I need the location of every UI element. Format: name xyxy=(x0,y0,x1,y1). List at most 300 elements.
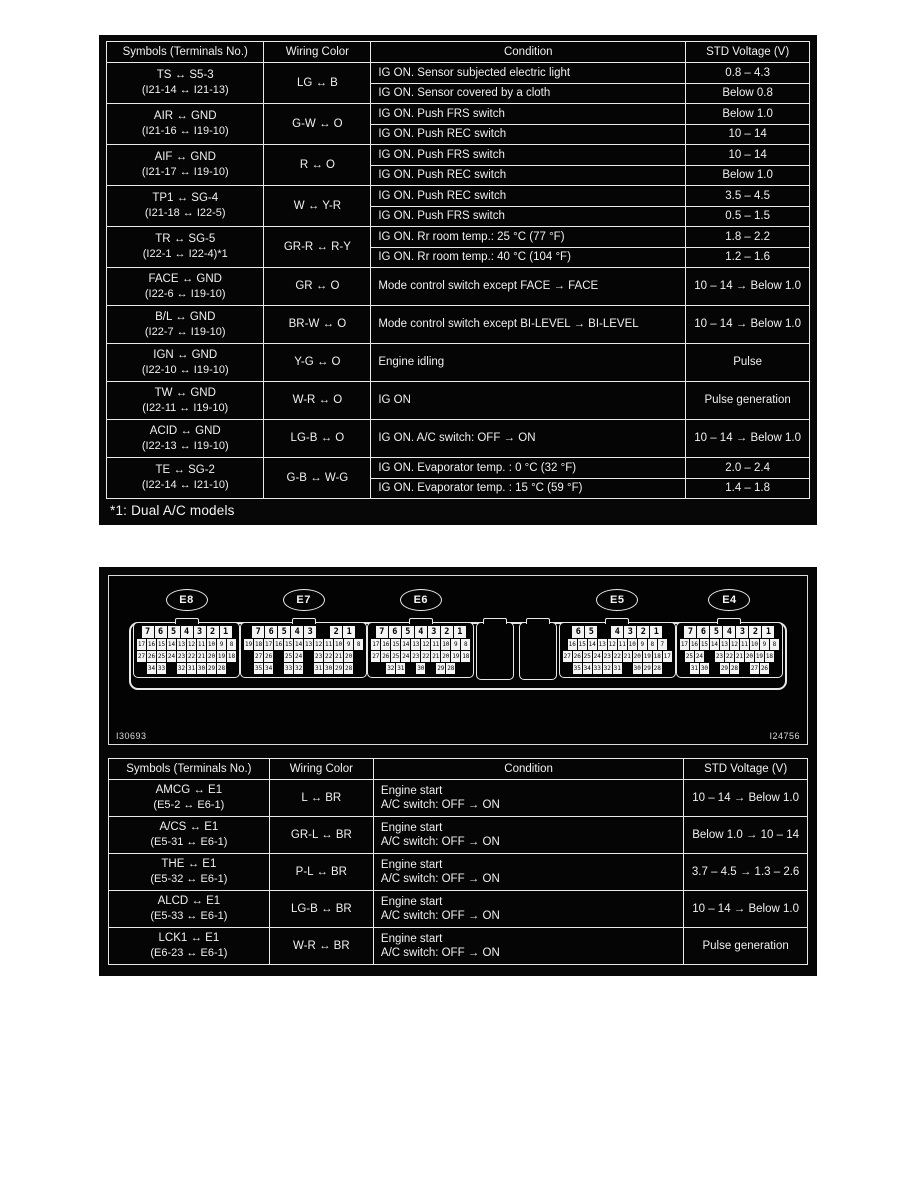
voltage-cell: 3.7 – 4.5 → 1.3 – 2.6 xyxy=(684,854,808,891)
symbol-cell xyxy=(109,854,270,891)
pin: 21 xyxy=(623,653,631,660)
symbol-cell xyxy=(109,817,270,854)
pin: 12 xyxy=(608,641,616,648)
pin: 33 xyxy=(593,665,601,672)
pin: 2 xyxy=(637,626,649,638)
table-row xyxy=(107,344,810,382)
symbol-cell xyxy=(107,458,264,499)
pin: 12 xyxy=(315,641,323,648)
pin: 24 xyxy=(593,653,601,660)
voltage-cell: Below 1.0 → 10 – 14 xyxy=(684,817,808,854)
pin: 7 xyxy=(684,626,696,638)
symbol-text: FACE ↔ GND xyxy=(148,272,222,285)
pin: 17 xyxy=(680,641,689,648)
wiring-color-cell: L ↔ BR xyxy=(269,780,373,817)
pin: 17 xyxy=(137,641,146,648)
pin: 9 xyxy=(217,639,226,650)
condition-line-2: A/C switch: OFF → ON xyxy=(380,836,500,848)
pin: 34 xyxy=(147,665,156,672)
condition-cell: Engine idling xyxy=(371,344,686,382)
pin: 32 xyxy=(387,665,395,672)
pin: 25 xyxy=(392,653,400,660)
table2-header-row xyxy=(109,759,808,780)
pin: 31 xyxy=(613,665,621,672)
pin: 15 xyxy=(578,641,586,648)
symbol-text: ACID ↔ GND xyxy=(149,424,221,437)
pin: 22 xyxy=(187,653,196,660)
dual-ac-footnote: *1: Dual A/C models xyxy=(110,503,235,518)
voltage-cell: 1.4 – 1.8 xyxy=(686,478,810,499)
pin: 33 xyxy=(285,665,293,672)
wiring-color-cell: BR-W ↔ O xyxy=(264,306,371,344)
symbol-text: AMCG ↔ E1 xyxy=(155,784,223,796)
symbol-cell xyxy=(107,186,264,227)
pin: 27 xyxy=(137,653,146,660)
voltage-cell: Below 1.0 xyxy=(686,104,810,125)
pin: 21 xyxy=(335,653,343,660)
pin: 15 xyxy=(392,641,400,648)
pin: 21 xyxy=(197,653,206,660)
pin-row xyxy=(572,626,662,638)
wiring-color-cell: GR-L ↔ BR xyxy=(269,817,373,854)
pin: 21 xyxy=(735,653,744,660)
connector-E6-wrap xyxy=(367,589,474,678)
condition-cell xyxy=(373,780,683,817)
pin: 5 xyxy=(278,626,290,638)
table-row xyxy=(109,891,808,928)
pin: 26 xyxy=(573,653,581,660)
pin: 1 xyxy=(454,626,466,638)
pin: 35 xyxy=(255,665,263,672)
pin: 18 xyxy=(255,641,263,648)
condition-line-1: Engine start xyxy=(380,932,443,945)
pin: 3 xyxy=(194,626,206,638)
symbol-cell xyxy=(107,227,264,268)
condition-cell: IG ON. Push REC switch xyxy=(371,186,686,207)
pin: 20 xyxy=(633,653,641,660)
pin: 14 xyxy=(402,641,410,648)
wiring-color-cell: W ↔ Y-R xyxy=(264,186,371,227)
pin: 29 xyxy=(207,665,216,672)
pin: 22 xyxy=(422,653,430,660)
pin: 4 xyxy=(291,626,303,638)
wiring-color-cell: GR ↔ O xyxy=(264,268,371,306)
column-header: Condition xyxy=(373,759,683,780)
table-row xyxy=(107,420,810,458)
pin: 9 xyxy=(344,639,353,650)
symbol-text: B/L ↔ GND xyxy=(155,310,216,323)
terminals-text: (I21-14 ↔ I21-13) xyxy=(141,84,229,96)
pin-gap xyxy=(274,663,283,674)
wiring-color-cell: GR-R ↔ R-Y xyxy=(264,227,371,268)
figure-code-left: I30693 xyxy=(116,731,147,741)
wiring-color-cell: W-R ↔ BR xyxy=(269,928,373,965)
blank-connector-wrap xyxy=(517,589,559,680)
connector-E5-wrap xyxy=(559,589,676,678)
pin: 2 xyxy=(441,626,453,638)
pin: 1 xyxy=(762,626,774,638)
condition-cell: IG ON. Rr room temp.: 25 °C (77 °F) xyxy=(371,227,686,248)
pin: 26 xyxy=(760,665,769,672)
pin-gap xyxy=(623,663,632,674)
pin: 6 xyxy=(572,626,584,638)
condition-cell: IG ON xyxy=(371,382,686,420)
pin: 13 xyxy=(720,641,729,648)
std-voltage-table-1 xyxy=(106,41,810,499)
pin-row xyxy=(254,651,353,662)
pin: 13 xyxy=(305,641,313,648)
pin: 11 xyxy=(197,641,206,648)
condition-cell: IG ON. Rr room temp.: 40 °C (104 °F) xyxy=(371,247,686,268)
pin: 18 xyxy=(462,653,470,660)
pin: 1 xyxy=(343,626,355,638)
condition-line-2: A/C switch: OFF → ON xyxy=(380,947,500,959)
pin-row xyxy=(147,663,226,674)
pin: 29 xyxy=(437,665,445,672)
pin-row xyxy=(680,639,779,650)
ecu-connector-diagram xyxy=(108,575,808,745)
condition-cell: IG ON. Sensor subjected electric light xyxy=(371,63,686,84)
connector-label-E6: E6 xyxy=(400,589,442,611)
terminals-text: (I22-11 ↔ I19-10) xyxy=(142,401,229,414)
pin: 5 xyxy=(585,626,597,638)
table-row xyxy=(109,780,808,817)
pin: 24 xyxy=(402,653,410,660)
wiring-color-cell: LG ↔ B xyxy=(264,63,371,104)
wiring-color-cell: R ↔ O xyxy=(264,145,371,186)
condition-cell: Mode control switch except FACE → FACE xyxy=(371,268,686,306)
pin: 28 xyxy=(653,665,661,672)
pin: 5 xyxy=(402,626,414,638)
pin-row xyxy=(568,639,667,650)
voltage-cell: Below 0.8 xyxy=(686,83,810,104)
pin: 16 xyxy=(275,641,283,648)
terminals-text: (I22-7 ↔ I19-10) xyxy=(144,325,226,338)
pin: 18 xyxy=(227,653,236,660)
pin: 10 xyxy=(207,641,216,648)
pin: 23 xyxy=(177,653,186,660)
symbol-cell xyxy=(107,104,264,145)
connector-E7-wrap xyxy=(240,589,367,678)
pin-gap xyxy=(167,663,176,674)
blank-connector-wrap xyxy=(474,589,516,680)
pin: 3 xyxy=(624,626,636,638)
table-row xyxy=(107,145,810,166)
voltage-cell: Pulse generation xyxy=(684,928,808,965)
pin: 22 xyxy=(725,653,734,660)
condition-cell xyxy=(373,928,683,965)
pin: 4 xyxy=(415,626,427,638)
pin: 28 xyxy=(345,665,353,672)
pin: 27 xyxy=(563,653,571,660)
pin: 11 xyxy=(740,641,749,648)
figure-code-right: I24756 xyxy=(769,731,800,741)
symbol-cell xyxy=(109,891,270,928)
voltage-cell: 10 – 14 xyxy=(686,145,810,166)
terminals-text: (I22-10 ↔ I19-10) xyxy=(141,363,229,376)
table-row xyxy=(107,306,810,344)
connector-label-E7: E7 xyxy=(283,589,325,611)
voltage-cell: 10 – 14 → Below 1.0 xyxy=(684,780,808,817)
pin: 8 xyxy=(461,639,470,650)
pin-row xyxy=(573,663,662,674)
symbol-text: THE ↔ E1 xyxy=(161,858,217,870)
pin: 28 xyxy=(730,665,739,672)
terminals-text: (E5-33 ↔ E6-1) xyxy=(150,910,228,922)
wiring-color-cell: Y-G ↔ O xyxy=(264,344,371,382)
pin: 7 xyxy=(142,626,154,638)
condition-cell: IG ON. Push REC switch xyxy=(371,124,686,145)
voltage-cell: 10 – 14 → Below 1.0 xyxy=(684,891,808,928)
symbol-text: AIR ↔ GND xyxy=(153,110,217,122)
pin: 10 xyxy=(628,641,636,648)
pin: 7 xyxy=(376,626,388,638)
connector-E8-wrap xyxy=(133,589,240,678)
pin-gap xyxy=(740,663,749,674)
condition-cell xyxy=(373,854,683,891)
voltage-table-panel-upper xyxy=(100,36,816,524)
pin-gap xyxy=(705,651,714,662)
symbol-cell xyxy=(109,780,270,817)
wiring-color-cell: W-R ↔ O xyxy=(264,382,371,420)
symbol-cell xyxy=(107,420,264,458)
std-voltage-table-2 xyxy=(108,758,808,965)
pin-row xyxy=(371,651,470,662)
pin: 32 xyxy=(177,665,186,672)
table-row xyxy=(107,458,810,479)
condition-cell: IG ON. Push REC switch xyxy=(371,165,686,186)
pin: 18 xyxy=(765,653,774,660)
symbol-cell xyxy=(107,63,264,104)
pin-row xyxy=(137,639,236,650)
pin: 24 xyxy=(167,653,176,660)
pin-gap xyxy=(598,626,610,638)
connector-E7 xyxy=(240,622,367,678)
condition-cell: IG ON. Sensor covered by a cloth xyxy=(371,83,686,104)
voltage-cell: 10 – 14 → Below 1.0 xyxy=(686,306,810,344)
wiring-color-cell: P-L ↔ BR xyxy=(269,854,373,891)
pin: 6 xyxy=(697,626,709,638)
table1-header-row xyxy=(107,42,810,63)
symbol-text: IGN ↔ GND xyxy=(153,348,218,361)
pin: 19 xyxy=(452,653,460,660)
table-row xyxy=(109,854,808,891)
pin: 26 xyxy=(265,653,273,660)
pin: 14 xyxy=(588,641,596,648)
pin: 11 xyxy=(325,641,333,648)
pin: 1 xyxy=(650,626,662,638)
voltage-cell: 1.8 – 2.2 xyxy=(686,227,810,248)
symbol-text: ALCD ↔ E1 xyxy=(157,895,221,907)
pin: 10 xyxy=(442,641,450,648)
wiring-color-cell: LG-B ↔ O xyxy=(264,420,371,458)
pin: 22 xyxy=(613,653,621,660)
column-header: Wiring Color xyxy=(264,42,371,63)
pin: 24 xyxy=(695,653,704,660)
symbol-cell xyxy=(107,268,264,306)
terminals-text: (E5-2 ↔ E6-1) xyxy=(153,799,225,811)
pin: 24 xyxy=(295,653,303,660)
pin: 5 xyxy=(710,626,722,638)
pin: 6 xyxy=(389,626,401,638)
pin: 25 xyxy=(583,653,591,660)
terminals-text: (E5-32 ↔ E6-1) xyxy=(150,873,228,885)
column-header: Symbols (Terminals No.) xyxy=(107,42,264,63)
pin: 23 xyxy=(412,653,420,660)
symbol-text: TW ↔ GND xyxy=(154,386,216,399)
pin: 1 xyxy=(220,626,232,638)
pin: 31 xyxy=(187,665,196,672)
pin: 14 xyxy=(167,641,176,648)
terminals-text: (I21-16 ↔ I19-10) xyxy=(141,125,229,137)
pin: 20 xyxy=(442,653,450,660)
pin: 29 xyxy=(720,665,729,672)
pin: 29 xyxy=(335,665,343,672)
pin: 8 xyxy=(354,639,363,650)
condition-line-1: Engine start xyxy=(380,858,443,871)
connector-E4-wrap xyxy=(676,589,783,678)
terminals-text: (E6-23 ↔ E6-1) xyxy=(150,947,228,959)
pin: 8 xyxy=(770,639,779,650)
terminals-text: (I22-14 ↔ I21-10) xyxy=(141,479,229,491)
pin: 16 xyxy=(568,641,576,648)
connector-label-E5: E5 xyxy=(596,589,638,611)
pin-gap xyxy=(317,626,329,638)
symbol-cell xyxy=(107,344,264,382)
pin-row xyxy=(254,663,353,674)
pin: 12 xyxy=(422,641,430,648)
pin: 3 xyxy=(428,626,440,638)
condition-cell: Mode control switch except BI-LEVEL → BI-LEVEL xyxy=(371,306,686,344)
pin: 34 xyxy=(265,665,273,672)
terminals-text: (I22-13 ↔ I19-10) xyxy=(141,439,229,452)
pin: 35 xyxy=(573,665,581,672)
terminals-text: (E5-31 ↔ E6-1) xyxy=(150,836,228,848)
pin: 3 xyxy=(304,626,316,638)
pin: 27 xyxy=(750,665,759,672)
pin: 30 xyxy=(417,665,425,672)
pin: 14 xyxy=(710,641,719,648)
voltage-cell: Pulse generation xyxy=(686,382,810,420)
pin: 9 xyxy=(451,639,460,650)
connector-label-E8: E8 xyxy=(166,589,208,611)
condition-line-2: A/C switch: OFF → ON xyxy=(380,799,500,811)
condition-line-1: Engine start xyxy=(380,895,443,908)
connector-E5 xyxy=(559,622,676,678)
pin: 22 xyxy=(325,653,333,660)
connector-E6 xyxy=(367,622,474,678)
pin: 28 xyxy=(447,665,455,672)
table-row xyxy=(107,104,810,125)
table-row xyxy=(107,268,810,306)
pin-row xyxy=(386,663,455,674)
pin: 31 xyxy=(690,665,699,672)
terminals-text: (I22-1 ↔ I22-4)*1 xyxy=(142,248,228,260)
pin: 30 xyxy=(633,665,641,672)
condition-cell: IG ON. Evaporator temp. : 0 °C (32 °F) xyxy=(371,458,686,479)
pin: 23 xyxy=(315,653,323,660)
connector-E8 xyxy=(133,622,240,678)
wiring-color-cell: LG-B ↔ BR xyxy=(269,891,373,928)
pin: 5 xyxy=(168,626,180,638)
condition-line-1: Engine start xyxy=(380,821,443,834)
pin: 4 xyxy=(723,626,735,638)
pin: 20 xyxy=(745,653,754,660)
voltage-cell: 0.8 – 4.3 xyxy=(686,63,810,84)
condition-line-1: Engine start xyxy=(380,784,443,797)
condition-cell: IG ON. Push FRS switch xyxy=(371,206,686,227)
pin: 9 xyxy=(760,639,769,650)
symbol-cell xyxy=(109,928,270,965)
table-row xyxy=(107,63,810,84)
pin: 30 xyxy=(197,665,206,672)
pin-row xyxy=(371,639,470,650)
connector-label-E4: E4 xyxy=(708,589,750,611)
pin-gap xyxy=(304,663,313,674)
pin: 16 xyxy=(690,641,699,648)
condition-cell: IG ON. Evaporator temp. : 15 °C (59 °F) xyxy=(371,478,686,499)
pin: 18 xyxy=(653,653,661,660)
pin: 9 xyxy=(638,639,647,650)
voltage-cell: 10 – 14 → Below 1.0 xyxy=(686,420,810,458)
pin: 32 xyxy=(603,665,611,672)
pin: 25 xyxy=(285,653,293,660)
pin: 8 xyxy=(648,639,657,650)
pin-row xyxy=(376,626,466,638)
pin: 2 xyxy=(749,626,761,638)
pin: 13 xyxy=(412,641,420,648)
pin: 19 xyxy=(643,653,651,660)
pin: 26 xyxy=(382,653,390,660)
pin: 27 xyxy=(372,653,380,660)
condition-cell: IG ON. Push FRS switch xyxy=(371,104,686,125)
pin-gap xyxy=(426,663,435,674)
pin: 31 xyxy=(315,665,323,672)
symbol-text: TR ↔ SG-5 xyxy=(155,233,216,245)
pin: 20 xyxy=(345,653,353,660)
table-row xyxy=(109,817,808,854)
symbol-text: TS ↔ S5-3 xyxy=(156,69,214,81)
condition-cell: IG ON. A/C switch: OFF → ON xyxy=(371,420,686,458)
pin: 29 xyxy=(643,665,651,672)
symbol-text: LCK1 ↔ E1 xyxy=(158,932,220,944)
terminals-text: (I22-6 ↔ I19-10) xyxy=(144,287,226,300)
pin: 21 xyxy=(432,653,440,660)
pin: 15 xyxy=(285,641,293,648)
connector-row xyxy=(133,589,783,680)
condition-cell xyxy=(373,817,683,854)
pin: 17 xyxy=(372,641,380,648)
pin: 13 xyxy=(177,641,186,648)
pin: 2 xyxy=(207,626,219,638)
voltage-cell: 0.5 – 1.5 xyxy=(686,206,810,227)
pin: 10 xyxy=(750,641,759,648)
pin: 30 xyxy=(700,665,709,672)
condition-cell: IG ON. Push FRS switch xyxy=(371,145,686,166)
pin: 26 xyxy=(147,653,156,660)
pin: 16 xyxy=(147,641,156,648)
symbol-cell xyxy=(107,145,264,186)
condition-line-2: A/C switch: OFF → ON xyxy=(380,873,500,885)
voltage-cell: 10 – 14 xyxy=(686,124,810,145)
pin: 25 xyxy=(157,653,166,660)
pin: 6 xyxy=(155,626,167,638)
pin: 12 xyxy=(730,641,739,648)
terminals-text: (I21-18 ↔ I22-5) xyxy=(144,207,226,219)
pin-row xyxy=(137,651,236,662)
pin: 34 xyxy=(583,665,591,672)
pin: 3 xyxy=(736,626,748,638)
